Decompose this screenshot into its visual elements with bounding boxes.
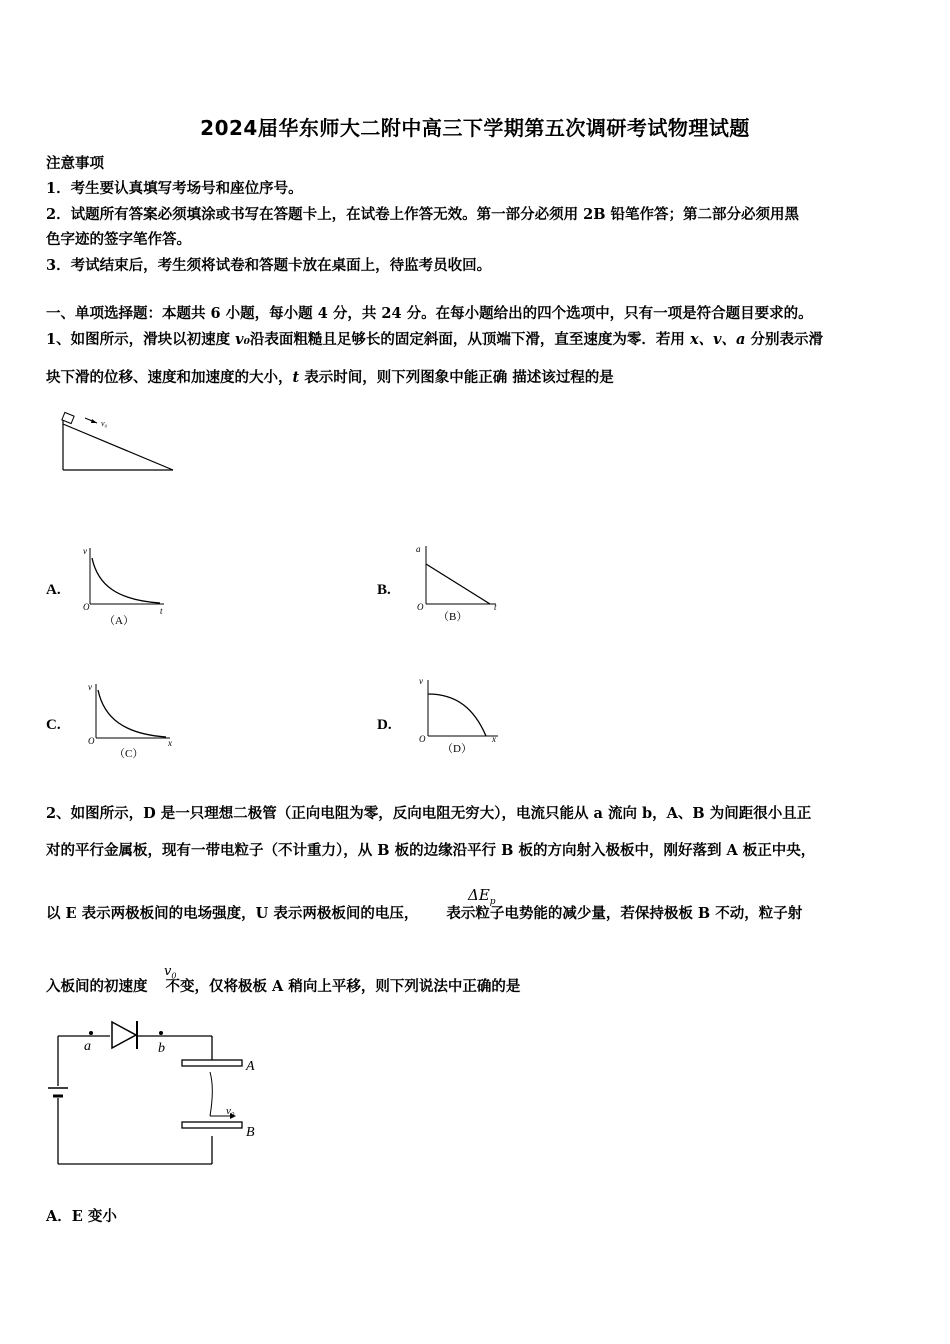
q2-option-a: A．E 变小 <box>46 1208 117 1225</box>
node-a-label: a <box>84 1039 91 1054</box>
slider-block <box>62 412 74 423</box>
delta-ep-sub: p <box>489 897 496 907</box>
graph-b-origin: O <box>417 602 424 612</box>
velocity-arrowhead <box>91 419 97 423</box>
graph-c <box>78 676 188 766</box>
particle-v0-label: v₀ <box>226 1105 235 1117</box>
page-title: 2024届华东师大二附中高三下学期第五次调研考试物理试题 <box>200 116 750 140</box>
q1-vars: x、v、a <box>689 331 746 348</box>
plate-b <box>182 1122 242 1128</box>
option-b-label: B. <box>377 582 391 598</box>
q2-line3-text-a: 以 E 表示两极板间的电场强度，U 表示两极板间的电压， <box>46 905 419 922</box>
notice-item-1: 1．考生要认真填写考场号和座位序号。 <box>46 180 303 197</box>
question-1-line-1 <box>46 328 823 349</box>
question-2-line-3 <box>46 902 802 923</box>
graph-d-caption: （D） <box>442 743 472 755</box>
graph-d-ylabel: v <box>419 676 423 686</box>
delta-ep-symbol <box>468 886 496 907</box>
question-2-line-4 <box>46 975 520 996</box>
q1-text-c: 分别表示滑 <box>745 331 823 348</box>
notice-heading: 注意事项 <box>46 155 104 172</box>
graph-a-origin: O <box>83 602 90 612</box>
graph-d <box>408 672 518 762</box>
graph-c-ylabel: v <box>88 682 92 692</box>
graph-b-ylabel: a <box>416 544 421 554</box>
notice-item-2-cont: 色字迹的签字笔作答。 <box>46 231 191 248</box>
option-c-label: C. <box>46 717 61 733</box>
v0-main: v <box>164 964 172 979</box>
graph-c-curve <box>98 690 166 737</box>
graph-a-xlabel: t <box>160 606 163 616</box>
node-b-dot <box>159 1031 163 1035</box>
particle-trajectory <box>210 1072 212 1116</box>
q1-t: t <box>292 369 300 386</box>
notice-item-3: 3．考试结束后，考生须将试卷和答题卡放在桌面上，待监考员收回。 <box>46 257 492 274</box>
q1-text-d: 块下滑的位移、速度和加速度的大小， <box>46 369 293 386</box>
node-b-label: b <box>158 1041 165 1056</box>
node-a-dot <box>89 1031 93 1035</box>
option-d-label: D. <box>377 717 392 733</box>
question-2-line-1: 2、如图所示，D 是一只理想二极管（正向电阻为零，反向电阻无穷大），电流只能从 a 流向 b，A、B 为间距很小且正 <box>46 805 812 822</box>
graph-b <box>408 540 508 630</box>
diode-symbol <box>112 1022 136 1048</box>
v0-sub: 0 <box>171 971 177 981</box>
q2-line4-text-a: 入板间的初速度 <box>46 978 148 995</box>
plate-a-label: A <box>246 1059 255 1074</box>
incline-slope <box>63 424 173 470</box>
question-2-line-2: 对的平行金属板，现有一带电粒子（不计重力），从 B 板的边缘沿平行 B 板的方向射入极板中，刚好落到 A 板正中央， <box>46 842 816 859</box>
graph-a-caption: （A） <box>104 615 134 627</box>
v0-symbol <box>164 964 176 981</box>
q2-line4-text-b: 不变，仅将极板 A 稍向上平移，则下列说法中正确的是 <box>165 978 521 995</box>
graph-c-caption: （C） <box>114 748 144 760</box>
incline-v0-label: v₀ <box>101 419 108 428</box>
q1-v0: v₀ <box>235 331 250 348</box>
graph-c-xlabel: x <box>168 738 172 748</box>
graph-d-curve <box>428 694 486 736</box>
plate-b-label: B <box>246 1125 255 1140</box>
question-1-line-2 <box>46 366 614 387</box>
delta-ep-main: ΔE <box>468 886 490 904</box>
graph-d-origin: O <box>419 734 426 744</box>
graph-b-line <box>426 564 490 604</box>
q1-text-b: 沿表面粗糙且足够长的固定斜面，从顶端下滑，直至速度为零．若用 <box>249 331 690 348</box>
incline-figure <box>55 408 180 478</box>
q2-line3-text-b: 表示粒子电势能的减少量，若保持极板 B 不动，粒子射 <box>446 905 803 922</box>
plate-a <box>182 1060 242 1066</box>
graph-c-origin: O <box>88 736 95 746</box>
graph-a-ylabel: v <box>83 546 87 556</box>
graph-b-caption: （B） <box>438 611 468 623</box>
q1-text-a: 1、如图所示，滑块以初速度 <box>46 331 236 348</box>
option-a-label: A. <box>46 582 61 598</box>
q1-text-e: 表示时间，则下列图象中能正确 描述该过程的是 <box>299 369 614 386</box>
graph-a-curve <box>92 558 160 603</box>
notice-item-2: 2．试题所有答案必须填涂或书写在答题卡上，在试卷上作答无效。第一部分必须用 2B 铅笔作答；第二部分必须用黑 <box>46 206 800 223</box>
section-heading: 一、单项选择题：本题共 6 小题，每小题 4 分，共 24 分。在每小题给出的四个选项中，只有一项是符合题目要求的。 <box>46 305 813 322</box>
graph-b-xlabel: t <box>494 602 497 612</box>
circuit-diagram <box>40 1012 280 1172</box>
graph-d-xlabel: x <box>492 734 496 744</box>
graph-a <box>78 542 178 632</box>
